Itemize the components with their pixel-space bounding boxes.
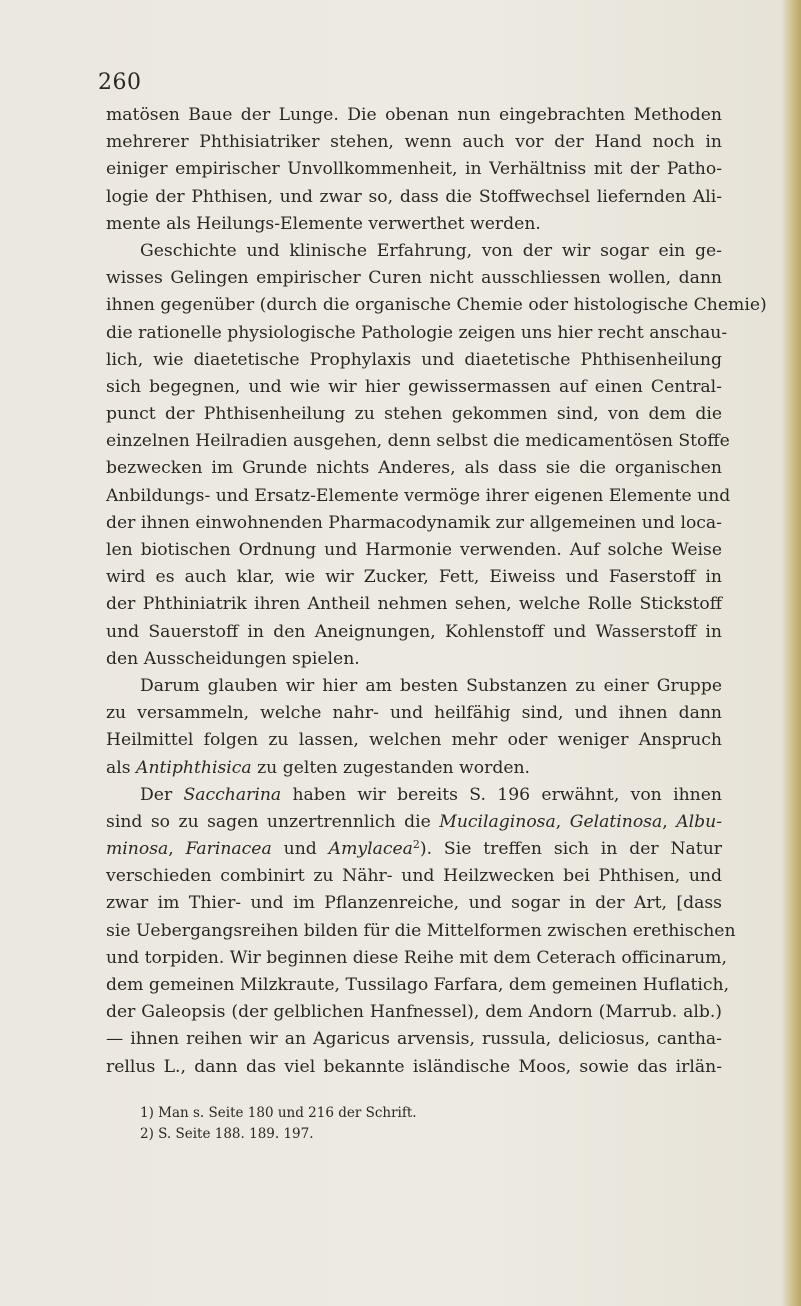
- text-line: Der Saccharina haben wir bereits S. 196 erwähnt, von ihnen: [140, 784, 722, 805]
- text-line: sich begegnen, und wie wir hier gewissermassen auf einen Central-: [106, 376, 722, 397]
- text-line: Heilmittel folgen zu lassen, welchen mehr oder weniger Anspruch: [106, 730, 722, 751]
- page-number: 260: [98, 70, 142, 95]
- text-line: mehrerer Phthisiatriker stehen, wenn auch vor der Hand noch in: [106, 132, 722, 153]
- text-line: wisses Gelingen empirischer Curen nicht ausschliessen wollen, dann: [106, 268, 722, 289]
- text-line: und Sauerstoff in den Aneignungen, Kohlenstoff und Wasserstoff in: [106, 621, 722, 642]
- text-line: lich, wie diaetetische Prophylaxis und diaetetische Phthisenheilung: [106, 349, 722, 370]
- text-line: der ihnen einwohnenden Pharmacodynamik zur allgemeinen und loca-: [106, 512, 722, 533]
- body-text: [106, 102, 767, 1081]
- text-line: als Antiphthisica zu gelten zugestanden worden.: [106, 757, 531, 778]
- text-line: und torpiden. Wir beginnen diese Reihe mit dem Ceterach officinarum,: [106, 947, 727, 968]
- text-line: die rationelle physiologische Pathologie zeigen uns hier recht anschau-: [106, 322, 728, 343]
- page-edge: [781, 0, 801, 1306]
- text-line: verschieden combinirt zu Nähr- und Heilzwecken bei Phthisen, und: [106, 866, 722, 887]
- text-line: punct der Phthisenheilung zu stehen gekommen sind, von dem die: [106, 404, 722, 425]
- text-line: — ihnen reihen wir an Agaricus arvensis, russula, deliciosus, cantha-: [106, 1029, 722, 1050]
- text-line: sind so zu sagen unzertrennlich die Mucilaginosa, Gelatinosa, Albu-: [106, 811, 723, 832]
- text-line: zu versammeln, welche nahr- und heilfähig sind, und ihnen dann: [106, 703, 722, 724]
- text-line: sie Uebergangsreihen bilden für die Mittelformen zwischen erethischen: [106, 920, 736, 941]
- footnote: 2) S. Seite 188. 189. 197.: [140, 1126, 314, 1142]
- text-line: der Phthiniatrik ihren Antheil nehmen sehen, welche Rolle Stickstoff: [106, 594, 722, 615]
- text-line: Geschichte und klinische Erfahrung, von der wir sogar ein ge-: [140, 240, 722, 261]
- text-line: minosa, Farinacea und Amylacea$^2$). Sie treffen sich in der Natur: [106, 838, 722, 860]
- text-line: dem gemeinen Milzkraute, Tussilago Farfara, dem gemeinen Huflatich,: [106, 975, 730, 995]
- text-line: Darum glauben wir hier am besten Substanzen zu einer Gruppe: [140, 675, 722, 696]
- text-line: der Galeopsis (der gelblichen Hanfnessel), dem Andorn (Marrub. alb.): [106, 1002, 722, 1023]
- text-line: einzelnen Heilradien ausgehen, denn selbst die medicamentösen Stoffe: [106, 431, 730, 452]
- footnote: 1) Man s. Seite 180 und 216 der Schrift.: [140, 1105, 417, 1121]
- text-line: zwar im Thier- und im Pflanzenreiche, und sogar in der Art, [dass: [106, 893, 722, 914]
- text-line: len biotischen Ordnung und Harmonie verwenden. Auf solche Weise: [106, 540, 722, 560]
- text-line: rellus L., dann das viel bekannte isländische Moos, sowie das irlän-: [106, 1056, 722, 1077]
- text-line: mente als Heilungs-Elemente verwerthet werden.: [106, 213, 541, 234]
- text-line: Anbildungs- und Ersatz-Elemente vermöge ihrer eigenen Elemente und: [106, 485, 731, 506]
- text-line: bezwecken im Grunde nichts Anderes, als dass sie die organischen: [106, 458, 722, 479]
- text-line: den Ausscheidungen spielen.: [106, 648, 360, 669]
- text-line: matösen Baue der Lunge. Die obenan nun eingebrachten Methoden: [106, 105, 722, 125]
- text-line: logie der Phthisen, und zwar so, dass die Stoffwechsel liefernden Ali-: [106, 186, 722, 207]
- text-line: einiger empirischer Unvollkommenheit, in Verhältniss mit der Patho-: [106, 159, 722, 180]
- text-line: ihnen gegenüber (durch die organische Chemie oder histologische Chemie): [106, 295, 767, 316]
- text-line: wird es auch klar, wie wir Zucker, Fett, Eiweiss und Faserstoff in: [106, 567, 722, 588]
- footnotes: [140, 1103, 417, 1145]
